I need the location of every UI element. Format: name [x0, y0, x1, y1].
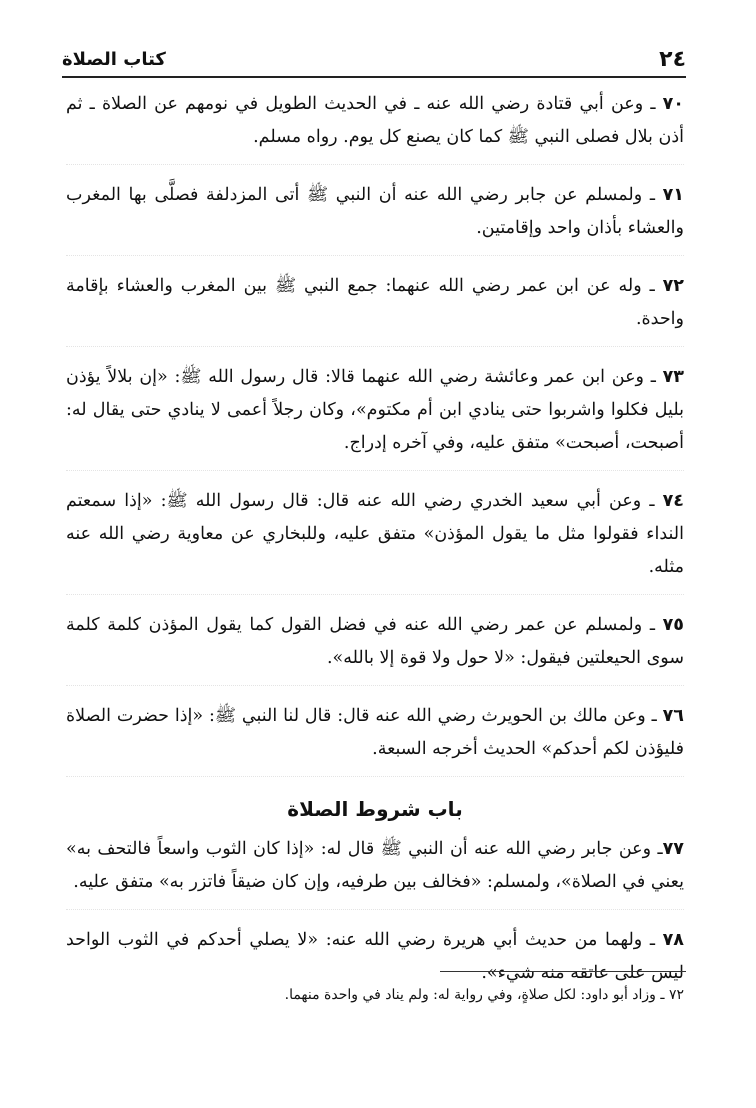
hadith-number: ٧٣ [662, 367, 684, 387]
hadith-70 [66, 88, 684, 165]
footnote: ٧٢ ـ وزاد أبو داود: لكل صلاةٍ، وفي رواية له: ولم يناد في واحدة منهما. [284, 987, 684, 1003]
page-body [66, 88, 684, 1014]
hadith-text: ـ ولمسلم عن عمر رضي الله عنه في فضل القول كما يقول المؤذن كلمة كلمة سوى الحيعلتين فيقول: «لا حول ولا قوة إلا بالله». [66, 615, 684, 668]
hadith-text: ـ ولهما من حديث أبي هريرة رضي الله عنه: «لا يصلي أحدكم في الثوب الواحد ليس على عاتقه منه شيء». [66, 930, 684, 983]
hadith-text: ـ وله عن ابن عمر رضي الله عنهما: جمع النبي ﷺ بين المغرب والعشاء بإقامة واحدة. [66, 276, 684, 329]
hadith-text: ـ ولمسلم عن جابر رضي الله عنه أن النبي ﷺ أتى المزدلفة فصلَّى بها المغرب والعشاء بأذان واحد وإقامتين. [66, 185, 684, 238]
hadith-number: ٧١ [662, 185, 684, 205]
footnote-divider [440, 971, 686, 972]
hadith-71 [66, 179, 684, 256]
hadith-text: ـ وعن أبي قتادة رضي الله عنه ـ في الحديث الطويل في نومهم عن الصلاة ـ ثم أذن بلال فصلى النبي ﷺ كما كان يصنع كل يوم. رواه مسلم. [66, 94, 684, 147]
hadith-74 [66, 485, 684, 595]
hadith-number: ٧٦ [662, 706, 684, 726]
hadith-text: ـ وعن ابن عمر وعائشة رضي الله عنهما قالا: قال رسول الله ﷺ: «إن بلالاً يؤذن بليل فكلوا واشربوا حتى ينادي ابن أم مكتوم»، وكان رجلاً أعمى لا ينادي حتى يقال له: أصبحت، أصبحت» متفق عليه، وفي آخره إدراج. [66, 367, 684, 453]
hadith-number: ٧٢ [662, 276, 684, 296]
hadith-73 [66, 361, 684, 471]
hadith-number: ٧٤ [662, 491, 684, 511]
hadith-number: ٧٠ [662, 94, 684, 114]
hadith-text: ـ وعن أبي سعيد الخدري رضي الله عنه قال: قال رسول الله ﷺ: «إذا سمعتم النداء فقولوا مثل ما يقول المؤذن» متفق عليه، وللبخاري عن معاوية رضي الله عنه مثله. [66, 491, 685, 577]
hadith-number: ٧٨ [662, 930, 684, 950]
running-title: كتاب الصلاة [62, 49, 166, 70]
hadith-75 [66, 609, 684, 686]
hadith-76 [66, 700, 684, 777]
hadith-77 [66, 833, 684, 910]
page-number: ٢٤ [659, 47, 686, 72]
hadith-72 [66, 270, 684, 347]
hadith-text: ـ وعن مالك بن الحويرث رضي الله عنه قال: قال لنا النبي ﷺ: «إذا حضرت الصلاة فليؤذن لكم أحدكم» الحديث أخرجه السبعة. [66, 706, 684, 759]
running-head [62, 40, 686, 78]
section-heading: باب شروط الصلاة [287, 797, 463, 821]
hadith-number: ٧٧ [662, 839, 684, 859]
hadith-text: ـ وعن جابر رضي الله عنه أن النبي ﷺ قال له: «إذا كان الثوب واسعاً فالتحف به» يعني في الصلاة»، ولمسلم: «فخالف بين طرفيه، وإن كان ضيقاً فاتزر به» متفق عليه. [66, 839, 684, 892]
hadith-number: ٧٥ [662, 615, 684, 635]
